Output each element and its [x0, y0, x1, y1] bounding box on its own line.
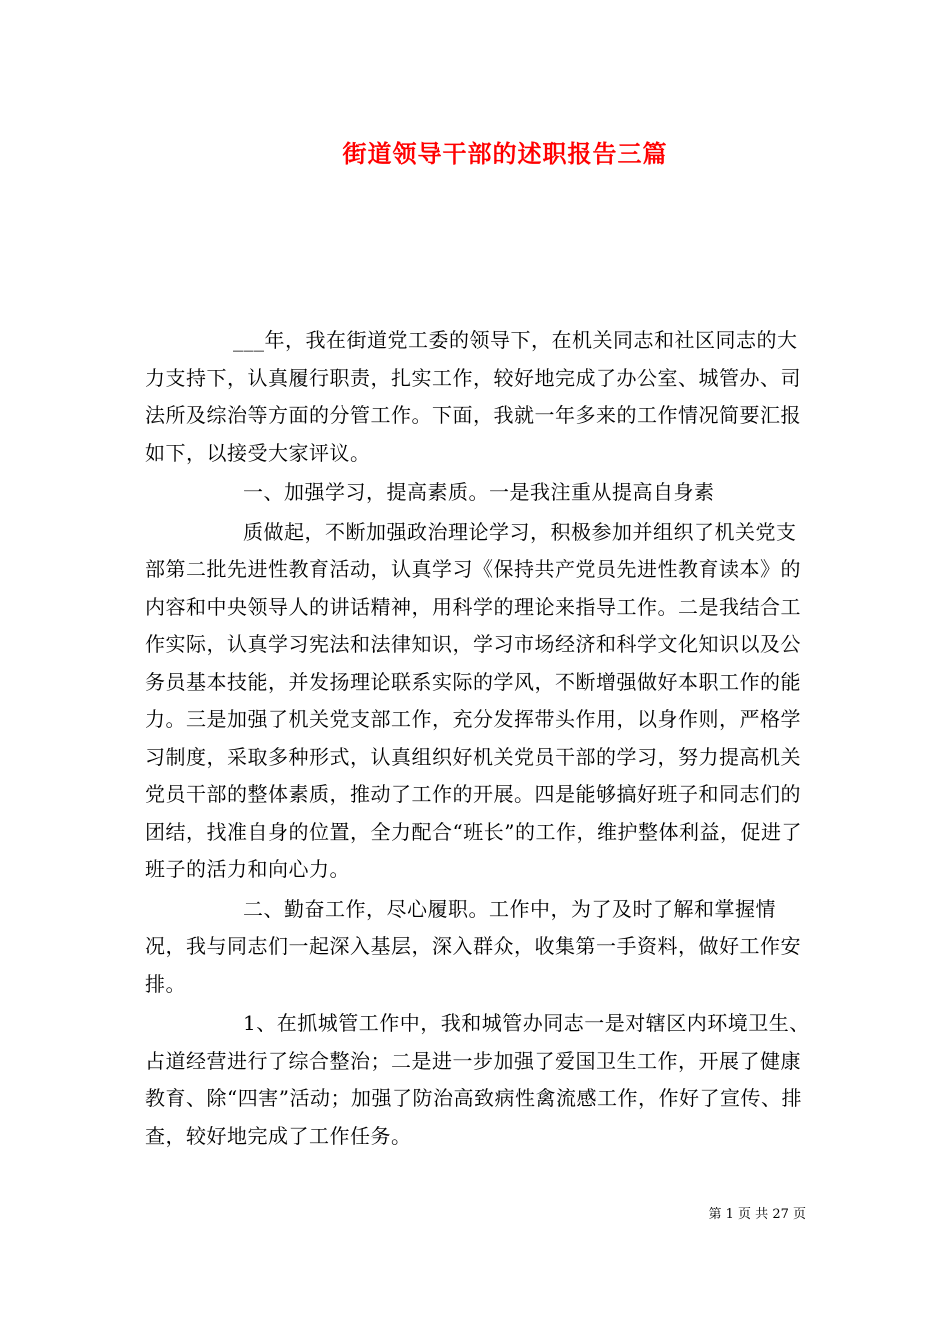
page-number-footer: 第 1 页 共 27 页 [708, 1207, 806, 1222]
paragraph-section-one-body: 质做起，不断加强政治理论学习，积极参加并组织了机关党支部第二批先进性教育活动，认真学习《保持共产党员先进性教育读本》的内容和中央领导人的讲话精神，用科学的理论来指导工作。二是我结合工作实际，认真学习宪法和法律知识，学习市场经济和科学文化知识以及公务员基本技能，并发扬理论联系实际的学风，不断增强做好本职工作的能力。三是加强了机关党支部工作，充分发挥带头作用，以身作则，严格学习制度，采取多种形式，认真组织好机关党员干部的学习，努力提高机关党员干部的整体素质，推动了工作的开展。四是能够搞好班子和同志们的团结，找准自身的位置，全力配合“班长”的工作，维护整体利益，促进了班子的活力和向心力。 [145, 519, 802, 881]
paragraph-intro: ___年，我在街道党工委的领导下，在机关同志和社区同志的大力支持下，认真履行职责，扎实工作，较好地完成了办公室、城管办、司法所及综治等方面的分管工作。下面，我就一年多来的工作情况简要汇报如下，以接受大家评议。 [145, 328, 801, 465]
paragraph-section-one-heading: 一、加强学习，提高素质。一是我注重从提高自身素 [243, 480, 715, 504]
document-body [145, 322, 815, 1155]
page-title: 街道领导干部的述职报告三篇 [342, 139, 668, 168]
paragraph-item-one: 1、在抓城管工作中，我和城管办同志一是对辖区内环境卫生、占道经营进行了综合整治；二是进一步加强了爱国卫生工作，开展了健康教育、除“四害”活动；加强了防治高致病性禽流感工作，作好了宣传、排查，较好地完成了工作任务。 [145, 1011, 810, 1148]
paragraph-section-two: 二、勤奋工作，尽心履职。工作中，为了及时了解和掌握情况，我与同志们一起深入基层，深入群众，收集第一手资料，做好工作安排。 [145, 896, 801, 996]
